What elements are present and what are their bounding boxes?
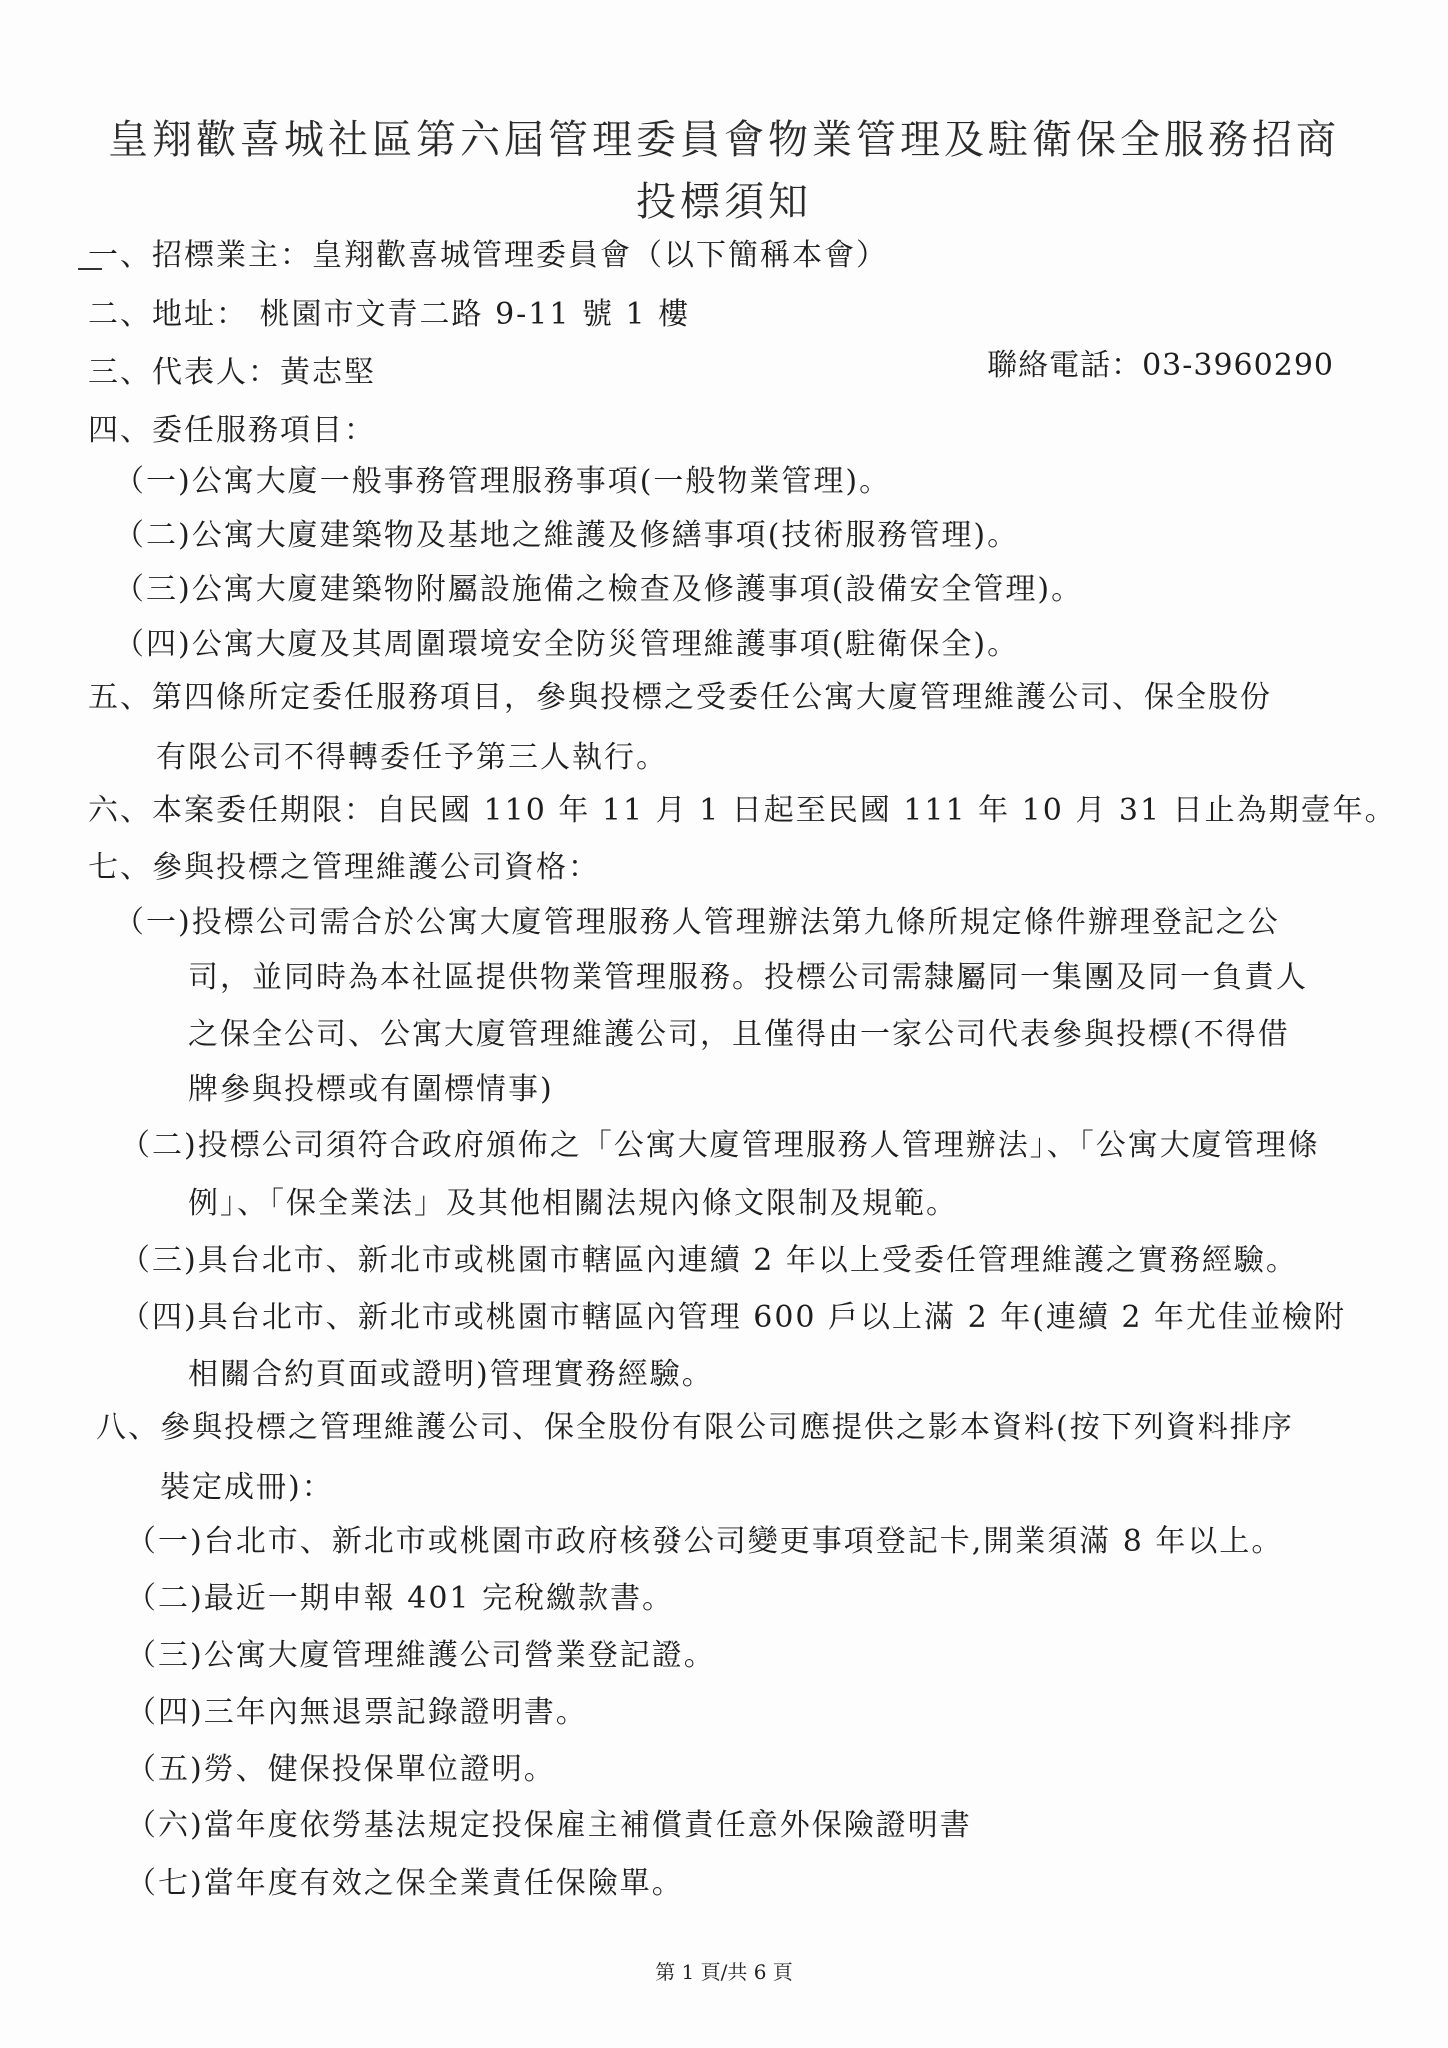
- item-4-sub-1: （一)公寓大廈一般事務管理服務事項(一般物業管理)。: [114, 464, 892, 499]
- item-8-sub-2: （二)最近一期申報 401 完稅繳款書。: [126, 1581, 675, 1616]
- item-7-sub-1-line-3: 之保全公司、公寓大廈管理維護公司，且僅得由一家公司代表參與投標(不得借: [188, 1017, 1290, 1052]
- item-5-line-2: 有限公司不得轉委任予第三人執行。: [156, 740, 668, 775]
- item-7-sub-4-line-2: 相關合約頁面或證明)管理實務經驗。: [188, 1357, 714, 1392]
- item-8-line-1: 八、參與投標之管理維護公司、保全股份有限公司應提供之影本資料(按下列資料排序: [96, 1410, 1294, 1445]
- item-2-address: 二、地址： 桃園市文青二路 9-11 號 1 樓: [88, 297, 691, 332]
- item-7-sub-2-line-1: （二)投標公司須符合政府頒佈之「公寓大廈管理服務人管理辦法」、「公寓大廈管理條: [120, 1128, 1320, 1163]
- item-8-sub-4: （四)三年內無退票記錄證明書。: [126, 1695, 588, 1730]
- item-8-sub-7: （七)當年度有效之保全業責任保險單。: [126, 1866, 684, 1901]
- item-7-sub-2-line-2: 例」、「保全業法」及其他相關法規內條文限制及規範。: [188, 1186, 958, 1221]
- item-8-sub-6: （六)當年度依勞基法規定投保雇主補償責任意外保險證明書: [126, 1808, 972, 1843]
- item-7-sub-1-line-4: 牌參與投標或有圍標情事): [188, 1072, 554, 1107]
- item-8-line-2: 裝定成冊)：: [160, 1470, 334, 1505]
- item-7-sub-1-line-2: 司，並同時為本社區提供物業管理服務。投標公司需隸屬同一集團及同一負責人: [188, 960, 1308, 995]
- contact-phone: 聯絡電話：03-3960290: [987, 348, 1334, 383]
- document-subtitle: 投標須知: [636, 179, 812, 225]
- document-title: 皇翔歡喜城社區第六屆管理委員會物業管理及駐衛保全服務招商: [108, 117, 1340, 163]
- item-4-sub-2: （二)公寓大廈建築物及基地之維護及修繕事項(技術服務管理)。: [114, 518, 1020, 553]
- item-7-sub-4-line-1: （四)具台北市、新北市或桃園市轄區內管理 600 戶以上滿 2 年(連續 2 年尤佳並檢附: [120, 1300, 1347, 1335]
- page-footer: 第 1 頁/共 6 頁: [655, 1960, 793, 1984]
- item-7-sub-3: （三)具台北市、新北市或桃園市轄區內連續 2 年以上受委任管理維護之實務經驗。: [120, 1243, 1298, 1278]
- item-7-heading: 七、參與投標之管理維護公司資格：: [88, 850, 600, 885]
- item-5-line-1: 五、第四條所定委任服務項目，參與投標之受委任公寓大廈管理維護公司、保全股份: [88, 680, 1272, 715]
- item-6-term: 六、本案委任期限：自民國 110 年 11 月 1 日起至民國 111 年 10 月 31 日止為期壹年。: [88, 793, 1397, 828]
- item-8-sub-3: （三)公寓大廈管理維護公司營業登記證。: [126, 1638, 716, 1673]
- item-8-sub-1: （一)台北市、新北市或桃園市政府核發公司變更事項登記卡,開業須滿 8 年以上。: [126, 1524, 1284, 1559]
- item-3-representative: 三、代表人：黃志堅: [88, 355, 376, 390]
- item-4-heading: 四、委任服務項目：: [88, 413, 376, 448]
- item-1-owner: 一、招標業主：皇翔歡喜城管理委員會（以下簡稱本會）: [88, 238, 888, 273]
- item-8-sub-5: （五)勞、健保投保單位證明。: [126, 1752, 556, 1787]
- item-4-sub-4: （四)公寓大廈及其周圍環境安全防災管理維護事項(駐衛保全)。: [114, 627, 1020, 662]
- item-7-sub-1-line-1: （一)投標公司需合於公寓大廈管理服務人管理辦法第九條所規定條件辦理登記之公: [114, 905, 1280, 940]
- item-4-sub-3: （三)公寓大廈建築物附屬設施備之檢查及修護事項(設備安全管理)。: [114, 572, 1084, 607]
